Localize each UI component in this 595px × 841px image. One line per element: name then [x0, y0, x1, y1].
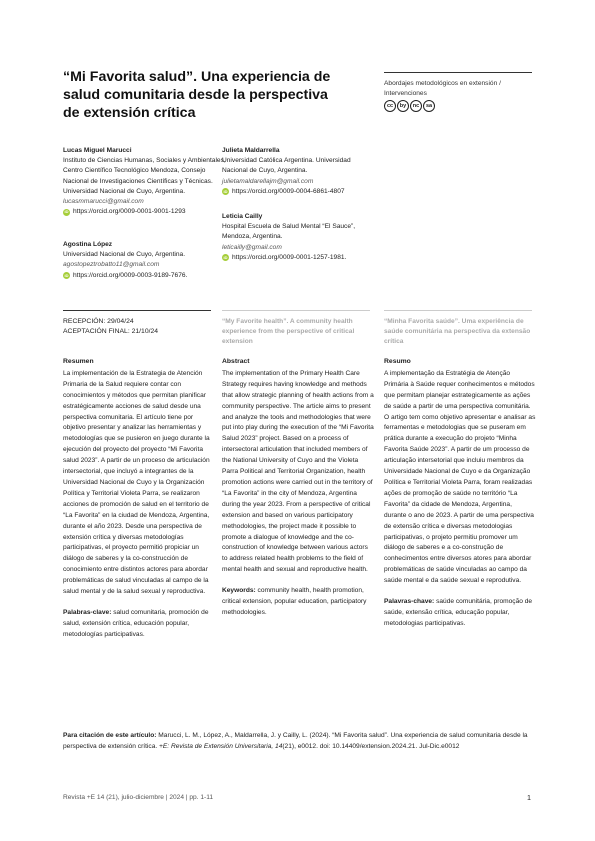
author-name: Agostina López — [63, 241, 113, 248]
abstract-heading: Resumo — [384, 358, 411, 365]
author-name: Lucas Miguel Marucci — [63, 147, 132, 154]
portuguese-title: “Minha Favorita saúde”. Uma experiência de saúde comunitária na perspectiva da extensão crítica — [384, 318, 531, 345]
author-email[interactable]: lucasmmarucci@gmail.com — [63, 198, 144, 206]
author-block — [63, 240, 228, 281]
author-block — [222, 212, 372, 263]
author-affiliation: Universidad Católica Argentina. Universidad Nacional de Cuyo, Argentina. — [222, 157, 351, 175]
article-title: “Mi Favorita salud”. Una experiencia de salud comunitaria desde la perspectiva de extensión crítica — [63, 69, 331, 121]
nc-icon: nc — [410, 100, 422, 112]
author-email[interactable]: julietamaldarellajm@gmail.com — [222, 177, 314, 185]
keywords-label: Palavras-chave: — [384, 598, 435, 606]
section-rule — [384, 72, 532, 73]
citation-doi[interactable]: (21), e0012. doi: 10.14409/extension.2024.21. Jul-Dic.e0012 — [282, 742, 460, 750]
section-label: Abordajes metodológicos en extensión / Intervenciones — [384, 80, 501, 97]
by-icon: by — [397, 100, 409, 112]
journal-footer: Revista +E 14 (21), julio-diciembre | 2024 | pp. 1-11 — [63, 794, 214, 801]
author-orcid-link[interactable]: https://orcid.org/0009-0003-9189-7676. — [73, 271, 188, 279]
author-affiliation: Hospital Escuela de Salud Mental “El Sauce”, Mendoza, Argentina. — [222, 223, 356, 241]
abstract-heading: Abstract — [222, 358, 250, 365]
received-date: RECEPCIÓN: 29/04/24 — [63, 318, 134, 325]
keywords — [63, 608, 215, 641]
keywords-list: community health, health promotion, critical extension, popular education, participatory methodologies. — [222, 587, 367, 616]
abstract-text: A implementação da Estratégia de Atenção Primária à Saúde requer conhecimentos e métodos que permitam planejar estrategicamente as ações de saúde a partir de uma perspectiva comunitária. O artigo tem como objetivo apresentar e analisar as ferramentas e metodologias que se puseram em prática durante a execução do projeto “Minha Favorita Saúde 2023”. A partir de um processo de articulação intersetorial que incluiu membros da Universidade Nacional de Cuyo e da Organização Política e Territorial Violeta Parra, foram realizadas ações de promoção de saúde no território “La Favorita” da cidade de Mendoza, Argentina, durante o ano de 2023. A partir de uma perspectiva de extensão crítica e diversas metodologias participativas, o projeto permitiu promover um diálogo de saberes e a co-construção de conhecimentos entre diversos atores para abordar problemáticas de saúde vinculadas ao campo da saúde mental e da saúde sexual e reprodutiva. — [384, 369, 536, 585]
abstract-es — [63, 357, 215, 641]
citation-block — [63, 731, 533, 752]
author-name: Leticia Cailly — [222, 213, 263, 220]
english-title: “My Favorite health”. A community health experience from the perspective of critical extension — [222, 318, 355, 345]
divider — [222, 310, 370, 311]
license-badge[interactable] — [384, 100, 435, 112]
orcid-icon: iD — [223, 254, 228, 260]
accepted-date: ACEPTACIÓN FINAL: 21/10/24 — [63, 328, 159, 335]
abstract-text: La implementación de la Estrategia de Atención Primaria de la Salud requiere contar con conocimientos y métodos que permitan planificar estratégicamente acciones de salud desde una perspectiva comunitaria. El artículo tiene por objetivo presentar y analizar las herramientas y metodologías que se pusieron en juego durante la ejecución del proyecto del proyecto “Mi Favorita salud 2023”. A partir de un proceso de articulación intersectorial, que incluyó a integrantes de la Universidad Nacional de Cuyo y la Organización Política y Territorial Violeta Parra, se realizaron acciones de promoción de salud en el territorio de “La Favorita” en la ciudad de Mendoza, Argentina, durante el año 2023. Desde una perspectiva de extensión crítica y diversas metodologías participativas, el proyecto permitió propiciar un diálogo de saberes y la co-construcción de conocimiento entre distintos actores para abordar problemáticas de salud vinculadas al campo de la salud mental y de la salud sexual y reproductiva. — [63, 369, 210, 596]
citation-label: Para citación de este artículo: — [63, 732, 157, 739]
abstract-pt — [384, 357, 536, 630]
divider — [63, 310, 211, 311]
author-block — [222, 146, 372, 197]
abstract-heading: Resumen — [63, 358, 94, 365]
page-number: 1 — [527, 793, 531, 802]
dates-block — [63, 317, 158, 337]
keywords-list: saúde comunitária, promoção de saúde, extensão crítica, educação popular, metodologias participativas. — [384, 598, 533, 627]
author-affiliation: Universidad Nacional de Cuyo, Argentina. — [63, 251, 186, 259]
keywords-list: salud comunitaria, promoción de salud, extensión crítica, educación popular, metodologías participativas. — [63, 608, 209, 638]
author-email[interactable]: leticailly@gmail.com — [222, 243, 282, 251]
orcid-icon: iD — [64, 209, 69, 215]
orcid-icon: iD — [64, 272, 69, 278]
author-orcid-link[interactable]: https://orcid.org/0009-0001-1257-1981. — [232, 253, 347, 261]
keywords-label: Palabras-clave: — [63, 608, 112, 616]
author-affiliation: Instituto de Ciencias Humanas, Sociales y Ambientales, Centro Científico Tecnológico Mendoza, Consejo Nacional de Investigaciones Científicas y Técnicas. Universidad Nacional de Cuyo, Argentina. — [63, 157, 226, 195]
author-block — [63, 146, 228, 217]
author-email[interactable]: agostopeztrobatto11@gmail.com — [63, 261, 160, 269]
keywords — [222, 586, 374, 619]
author-orcid-link[interactable]: https://orcid.org/0009-0001-9001-1293 — [73, 208, 186, 216]
keywords-label: Keywords: — [222, 587, 256, 595]
orcid-icon: iD — [223, 188, 228, 194]
citation-text: Marucci, L. M., López, A., Maldarrella, J. y Cailly, L. (2024). “Mi Favorita salud”. Una experiencia de salud comunitaria desde la perspectiva de extensión crítica. — [63, 732, 528, 750]
author-orcid-link[interactable]: https://orcid.org/0009-0004-6861-4807 — [232, 187, 345, 195]
keywords — [384, 597, 536, 630]
cc-icon: cc — [384, 100, 396, 112]
abstract-en — [222, 357, 374, 619]
citation-journal: +E: Revista de Extensión Universitaria, 14 — [159, 742, 283, 750]
sa-icon: sa — [423, 100, 435, 112]
abstract-text: The implementation of the Primary Health Care Strategy requires having knowledge and methods that allow strategic planning of health actions from a community perspective. The article aims to present and analyze the tools and methodologies that were put into play during the execution of the “Mi Favorita Salud 2023” project. Based on a process of intersectoral articulation that included members of the National University of Cuyo and the Violeta Parra Political and Territorial Organization, health promotion actions were carried out in the territory of “La Favorita” in the city of Mendoza, Argentina during the year 2023. From a perspective of critical extension and based on various participatory methodologies, the project made it possible to promote a dialogue of knowledge and the co-construction of knowledge between various actors to address related health problems to the field of mental health and sexual and reproductive health. — [222, 369, 374, 574]
divider — [384, 310, 532, 311]
author-name: Julieta Maldarrella — [222, 147, 280, 154]
